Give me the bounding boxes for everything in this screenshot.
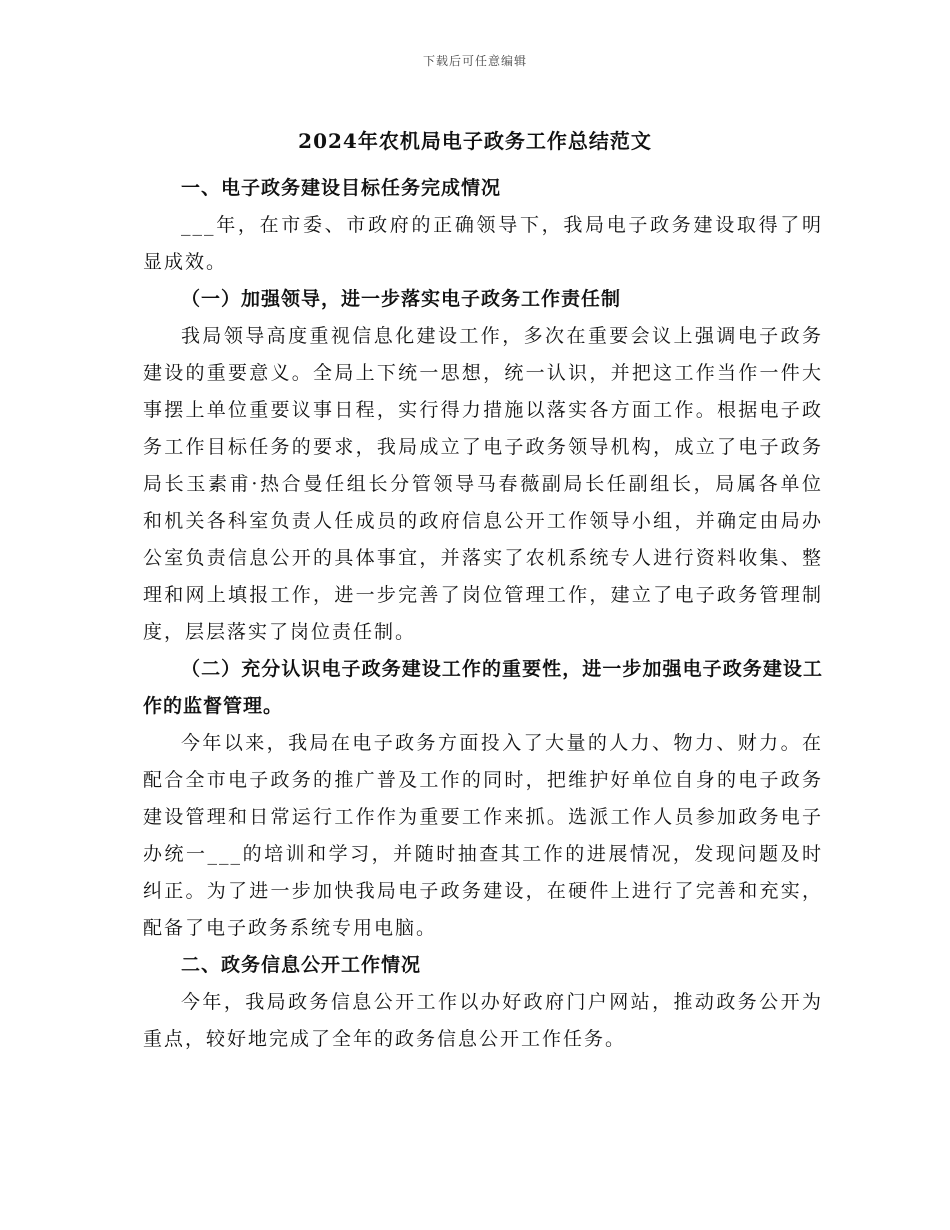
document-body: [143, 170, 823, 1058]
header-note: 下载后可任意编辑: [422, 54, 527, 68]
document-title: 2024年农机局电子政务工作总结范文: [298, 129, 652, 153]
section-1-heading: 一、电子政务建设目标任务完成情况: [181, 177, 502, 199]
section-1-intro-paragraph: ___年，在市委、市政府的正确领导下，我局电子政务建设取得了明显成效。: [143, 214, 823, 273]
section-2-paragraph: 今年，我局政务信息公开工作以办好政府门户网站，推动政务公开为重点，较好地完成了全年的政务信息公开工作任务。: [143, 991, 823, 1050]
subsection-1-heading: （一）加强领导，进一步落实电子政务工作责任制: [181, 288, 622, 310]
subsection-2-paragraph: 今年以来，我局在电子政务方面投入了大量的人力、物力、财力。在配合全市电子政务的推广普及工作的同时，把维护好单位自身的电子政务建设管理和日常运行工作作为重要工作来抓。选派工作人员参加政务电子办统一___的培训和学习，并随时抽查其工作的进展情况，发现问题及时纠正。为了进一步加快我局电子政务建设，在硬件上进行了完善和充实，配备了电子政务系统专用电脑。: [143, 732, 823, 939]
subsection-2-heading: （二）充分认识电子政务建设工作的重要性，进一步加强电子政务建设工作的监督管理。: [143, 658, 823, 717]
subsection-1-paragraph: 我局领导高度重视信息化建设工作，多次在重要会议上强调电子政务建设的重要意义。全局上下统一思想，统一认识，并把这工作当作一件大事摆上单位重要议事日程，实行得力措施以落实各方面工作。根据电子政务工作目标任务的要求，我局成立了电子政务领导机构，成立了电子政务局长玉素甫·热合曼任组长分管领导马春薇副局长任副组长，局属各单位和机关各科室负责人任成员的政府信息公开工作领导小组，并确定由局办公室负责信息公开的具体事宜，并落实了农机系统专人进行资料收集、整理和网上填报工作，进一步完善了岗位管理工作，建立了电子政务管理制度，层层落实了岗位责任制。: [143, 325, 823, 643]
section-2-heading: 二、政务信息公开工作情况: [181, 954, 422, 976]
